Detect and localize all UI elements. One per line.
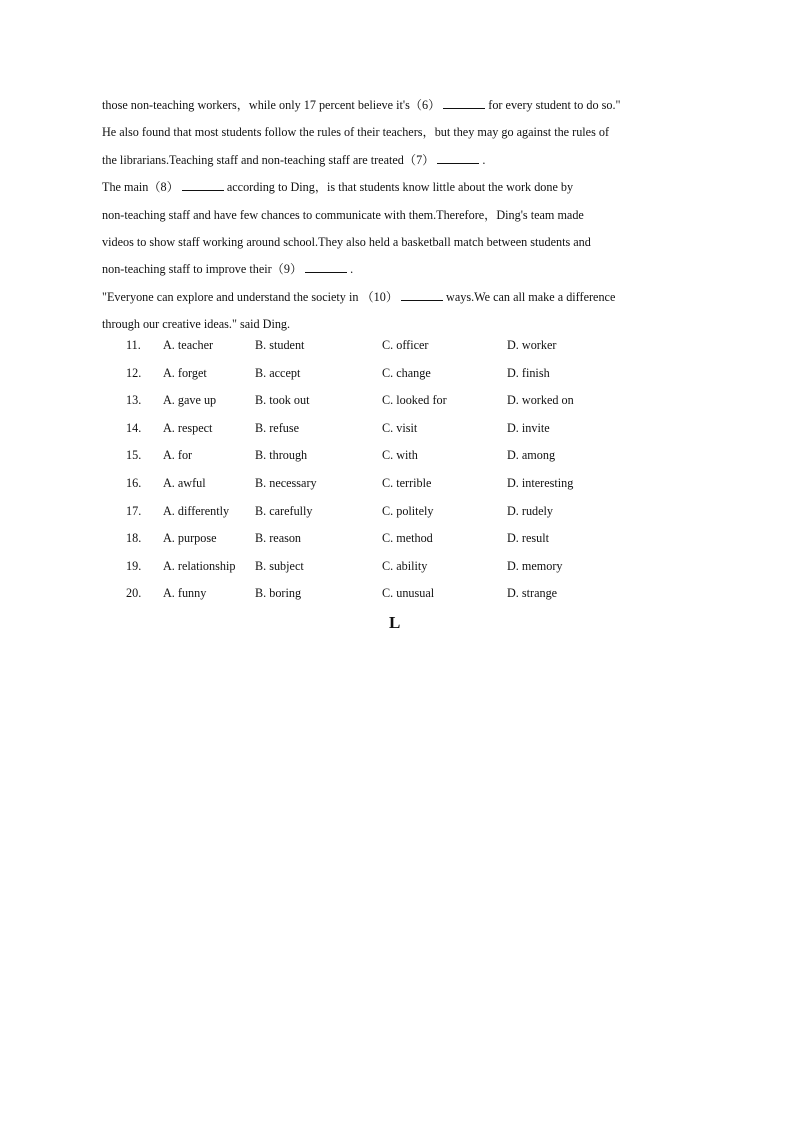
option-b: B. took out	[255, 393, 310, 408]
passage-line-text: videos to show staff working around school.They also held a basketball match between students and	[102, 234, 591, 249]
answer-blank	[182, 179, 224, 191]
question-row	[126, 557, 646, 585]
question-number: 16.	[126, 475, 142, 490]
option-d: D. invite	[507, 420, 550, 435]
passage-line	[102, 178, 698, 205]
passage-line-text-after: for every student to do so."	[488, 98, 621, 112]
option-b: B. reason	[255, 531, 302, 546]
option-a: A. forget	[163, 365, 207, 380]
option-c: C. unusual	[382, 586, 435, 601]
passage-line-text-after: .	[350, 262, 354, 277]
option-c: C. with	[382, 448, 418, 463]
option-a: A. gave up	[163, 393, 217, 408]
option-b: B. accept	[255, 365, 301, 380]
question-number: 17.	[126, 503, 142, 518]
option-c: C. visit	[382, 420, 418, 435]
passage-line	[102, 288, 698, 315]
passage-line-text: "Everyone can explore and understand the society in （10）	[102, 289, 399, 304]
option-d: D. worker	[507, 338, 557, 352]
passage-text	[102, 96, 698, 343]
question-number: 13.	[126, 393, 142, 408]
question-number: 12.	[126, 365, 142, 380]
passage-line-text-after: according to Ding，is that students know little about the work done by	[226, 180, 574, 195]
option-c: C. ability	[382, 558, 428, 573]
option-c: C. method	[382, 531, 433, 546]
question-row	[126, 529, 646, 557]
answer-blank	[401, 289, 443, 301]
passage-line-text: through our creative ideas." said Ding.	[102, 317, 291, 332]
option-a: A. differently	[163, 503, 230, 518]
question-number: 20.	[126, 586, 142, 601]
passage-line	[102, 96, 698, 123]
option-d: D. strange	[507, 586, 558, 601]
question-number: 11.	[126, 338, 141, 352]
passage-line-text: non-teaching staff to improve their（9）	[102, 262, 303, 277]
option-d: D. rudely	[507, 503, 554, 518]
passage-line-text-after: ways.We can all make a difference	[446, 289, 616, 304]
passage-line	[102, 151, 698, 178]
option-d: D. among	[507, 448, 556, 463]
option-c: C. politely	[382, 503, 434, 518]
option-a: A. relationship	[163, 558, 236, 573]
passage-line-text: non-teaching staff and have few chances to communicate with them.Therefore，Ding's team made	[102, 207, 584, 222]
passage-line-text: those non-teaching workers，while only 17 percent believe it's（6）	[102, 98, 441, 112]
question-row	[126, 364, 646, 392]
option-a: A. for	[163, 448, 193, 463]
option-c: C. officer	[382, 338, 429, 352]
question-row	[126, 446, 646, 474]
question-number: 14.	[126, 420, 142, 435]
passage-line-text: He also found that most students follow the rules of their teachers，but they may go against the rules of	[102, 125, 610, 140]
passage-line	[102, 123, 698, 150]
option-a: A. funny	[163, 586, 207, 601]
option-d: D. interesting	[507, 475, 574, 490]
answer-blank	[437, 152, 479, 164]
option-b: B. carefully	[255, 503, 313, 518]
option-b: B. through	[255, 448, 308, 463]
option-c: C. terrible	[382, 475, 432, 490]
option-b: B. subject	[255, 558, 304, 573]
option-d: D. result	[507, 531, 549, 546]
option-a: A. awful	[163, 475, 206, 490]
question-row	[126, 336, 646, 364]
answer-blank	[305, 261, 347, 273]
passage-line	[102, 260, 698, 287]
passage-line	[102, 206, 698, 233]
option-c: C. looked for	[382, 393, 447, 408]
question-row	[126, 391, 646, 419]
option-d: D. finish	[507, 365, 550, 380]
answer-blank	[443, 97, 485, 109]
passage-line	[102, 233, 698, 260]
question-row	[126, 419, 646, 447]
option-b: B. refuse	[255, 420, 299, 435]
passage-line-text-after: .	[482, 152, 486, 167]
question-number: 15.	[126, 448, 142, 463]
option-a: A. teacher	[163, 338, 214, 352]
question-row	[126, 584, 646, 612]
question-number: 18.	[126, 531, 142, 546]
option-c: C. change	[382, 365, 431, 380]
option-a: A. purpose	[163, 531, 217, 546]
option-d: D. worked on	[507, 393, 574, 408]
option-b: B. student	[255, 338, 305, 352]
option-d: D. memory	[507, 558, 563, 573]
question-row	[126, 474, 646, 502]
question-number: 19.	[126, 558, 142, 573]
option-b: B. necessary	[255, 475, 317, 490]
option-b: B. boring	[255, 586, 302, 601]
question-row	[126, 502, 646, 530]
section-letter: L	[389, 613, 401, 632]
passage-line-text: the librarians.Teaching staff and non-teaching staff are treated（7）	[102, 152, 435, 167]
passage-line-text: The main（8）	[102, 180, 179, 195]
options-list	[126, 336, 646, 612]
option-a: A. respect	[163, 420, 213, 435]
